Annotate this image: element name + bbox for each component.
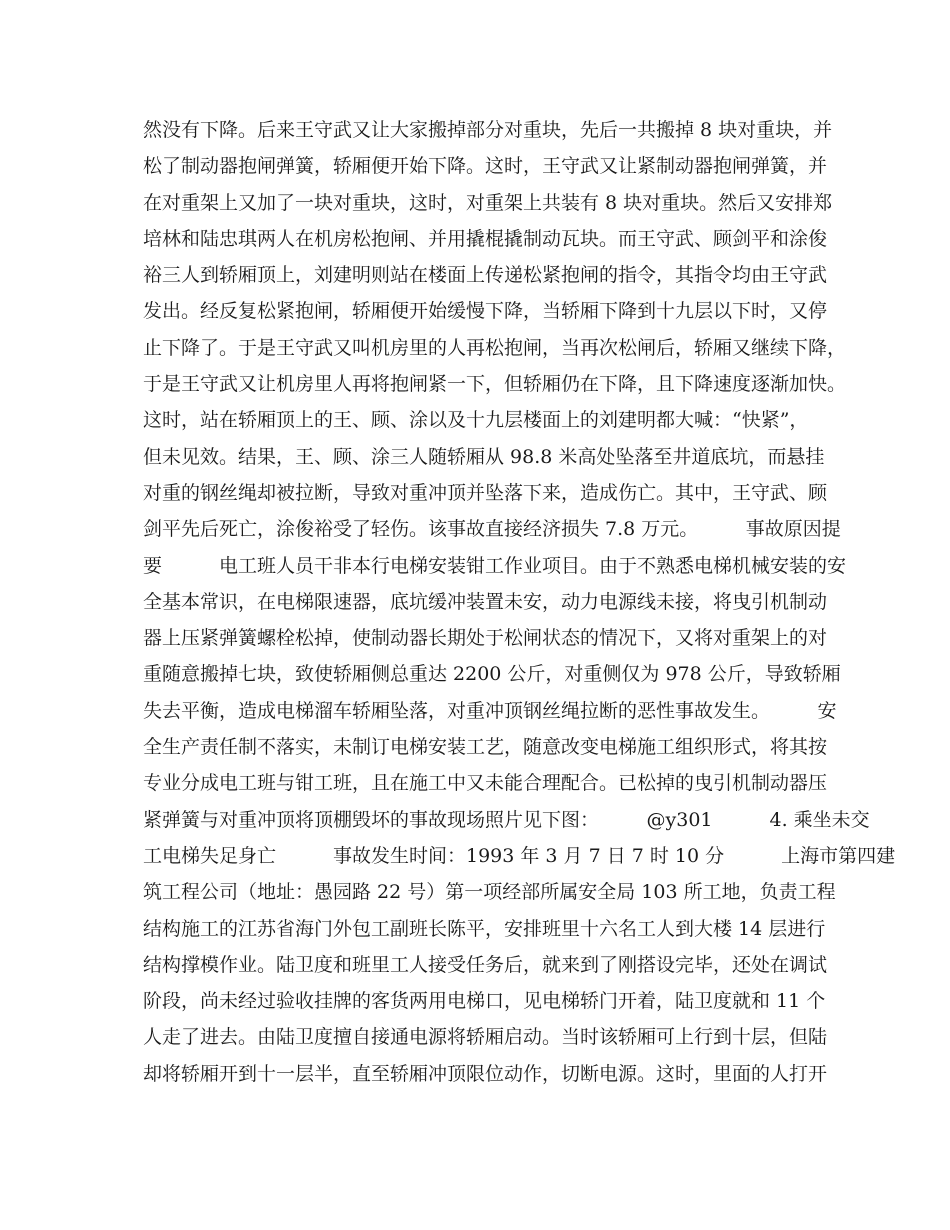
text-line: 止下降了。于是王守武又叫机房里的人再松抱闸，当再次松闸后，轿厢又继续下降， [143, 336, 847, 359]
text-line: 人走了进去。由陆卫度擅自接通电源将轿厢启动。当时该轿厢可上行到十层，但陆 [143, 1026, 828, 1049]
text-line: 阶段，尚未经过验收挂牌的客货两用电梯口，见电梯轿门开着，陆卫度就和 11 个 [143, 990, 826, 1013]
text-line: 专业分成电工班与钳工班，且在施工中又未能合理配合。已松掉的曳引机制动器压 [143, 772, 828, 795]
text-line: 剑平先后死亡，涂俊裕受了轻伤。该事故直接经济损失 7.8 万元。 事故原因提 [143, 518, 841, 541]
text-line: 失去平衡，造成电梯溜车轿厢坠落，对重冲顶钢丝绳拉断的恶性事故发生。 安 [143, 699, 837, 722]
text-line: 结构撑模作业。陆卫度和班里工人接受任务后，就来到了刚搭设完毕，还处在调试 [143, 953, 828, 976]
text-line: 筑工程公司（地址：愚园路 22 号）第一项经部所属安全局 103 所工地，负责工程 [143, 881, 836, 904]
text-line: 结构施工的江苏省海门外包工副班长陈平，安排班里十六名工人到大楼 14 层进行 [143, 917, 826, 940]
text-line: 重随意搬掉七块，致使轿厢侧总重达 2200 公斤，对重侧仅为 978 公斤，导致轿厢 [143, 663, 841, 686]
text-line: 器上压紧弹簧螺栓松掉，使制动器长期处于松闸状态的情况下，又将对重架上的对 [143, 627, 828, 650]
text-line: 却将轿厢开到十一层半，直至轿厢冲顶限位动作，切断电源。这时，里面的人打开 [143, 1062, 828, 1085]
text-line: 这时，站在轿厢顶上的王、顾、涂以及十九层楼面上的刘建明都大喊：“快紧”， [143, 409, 809, 432]
text-line: 但未见效。结果，王、顾、涂三人随轿厢从 98.8 米高处坠落至井道底坑，而悬挂 [143, 445, 825, 468]
text-line: 发出。经反复松紧抱闸，轿厢便开始缓慢下降，当轿厢下降到十九层以下时，又停 [143, 300, 828, 323]
text-line: 培林和陆忠琪两人在机房松抱闸、并用撬棍撬制动瓦块。而王守武、顾剑平和涂俊 [143, 227, 828, 250]
text-line: 全生产责任制不落实，未制订电梯安装工艺，随意改变电梯施工组织形式，将其按 [143, 736, 828, 759]
text-line: 然没有下降。后来王守武又让大家搬掉部分对重块，先后一共搬掉 8 块对重块，并 [143, 119, 833, 141]
text-line: 对重的钢丝绳却被拉断，导致对重冲顶并坠落下来，造成伤亡。其中，王守武、顾 [143, 481, 828, 504]
text-line: 工电梯失足身亡 事故发生时间：1993 年 3 月 7 日 7 时 10 分 上海市第四建 [143, 844, 896, 867]
text-line: 全基本常识，在电梯限速器，底坑缓冲装置未安，动力电源线未接，将曳引机制动 [143, 590, 828, 613]
text-line: 松了制动器抱闸弹簧，轿厢便开始下降。这时，王守武又让紧制动器抱闸弹簧，并 [143, 155, 828, 178]
text-line: 要 电工班人员干非本行电梯安装钳工作业项目。由于不熟悉电梯机械安装的安 [143, 554, 847, 577]
text-line: 裕三人到轿厢顶上，刘建明则站在楼面上传递松紧抱闸的指令，其指令均由王守武 [143, 264, 828, 287]
text-line: 于是王守武又让机房里人再将抱闸紧一下，但轿厢仍在下降，且下降速度逐渐加快。 [143, 373, 847, 396]
text-line: 在对重架上又加了一块对重块，这时，对重架上共装有 8 块对重块。然后又安排郑 [143, 191, 833, 214]
text-line: 紧弹簧与对重冲顶将顶棚毁坏的事故现场照片见下图： @y301 4. 乘坐未交 [143, 808, 870, 831]
body-text [143, 112, 896, 1092]
